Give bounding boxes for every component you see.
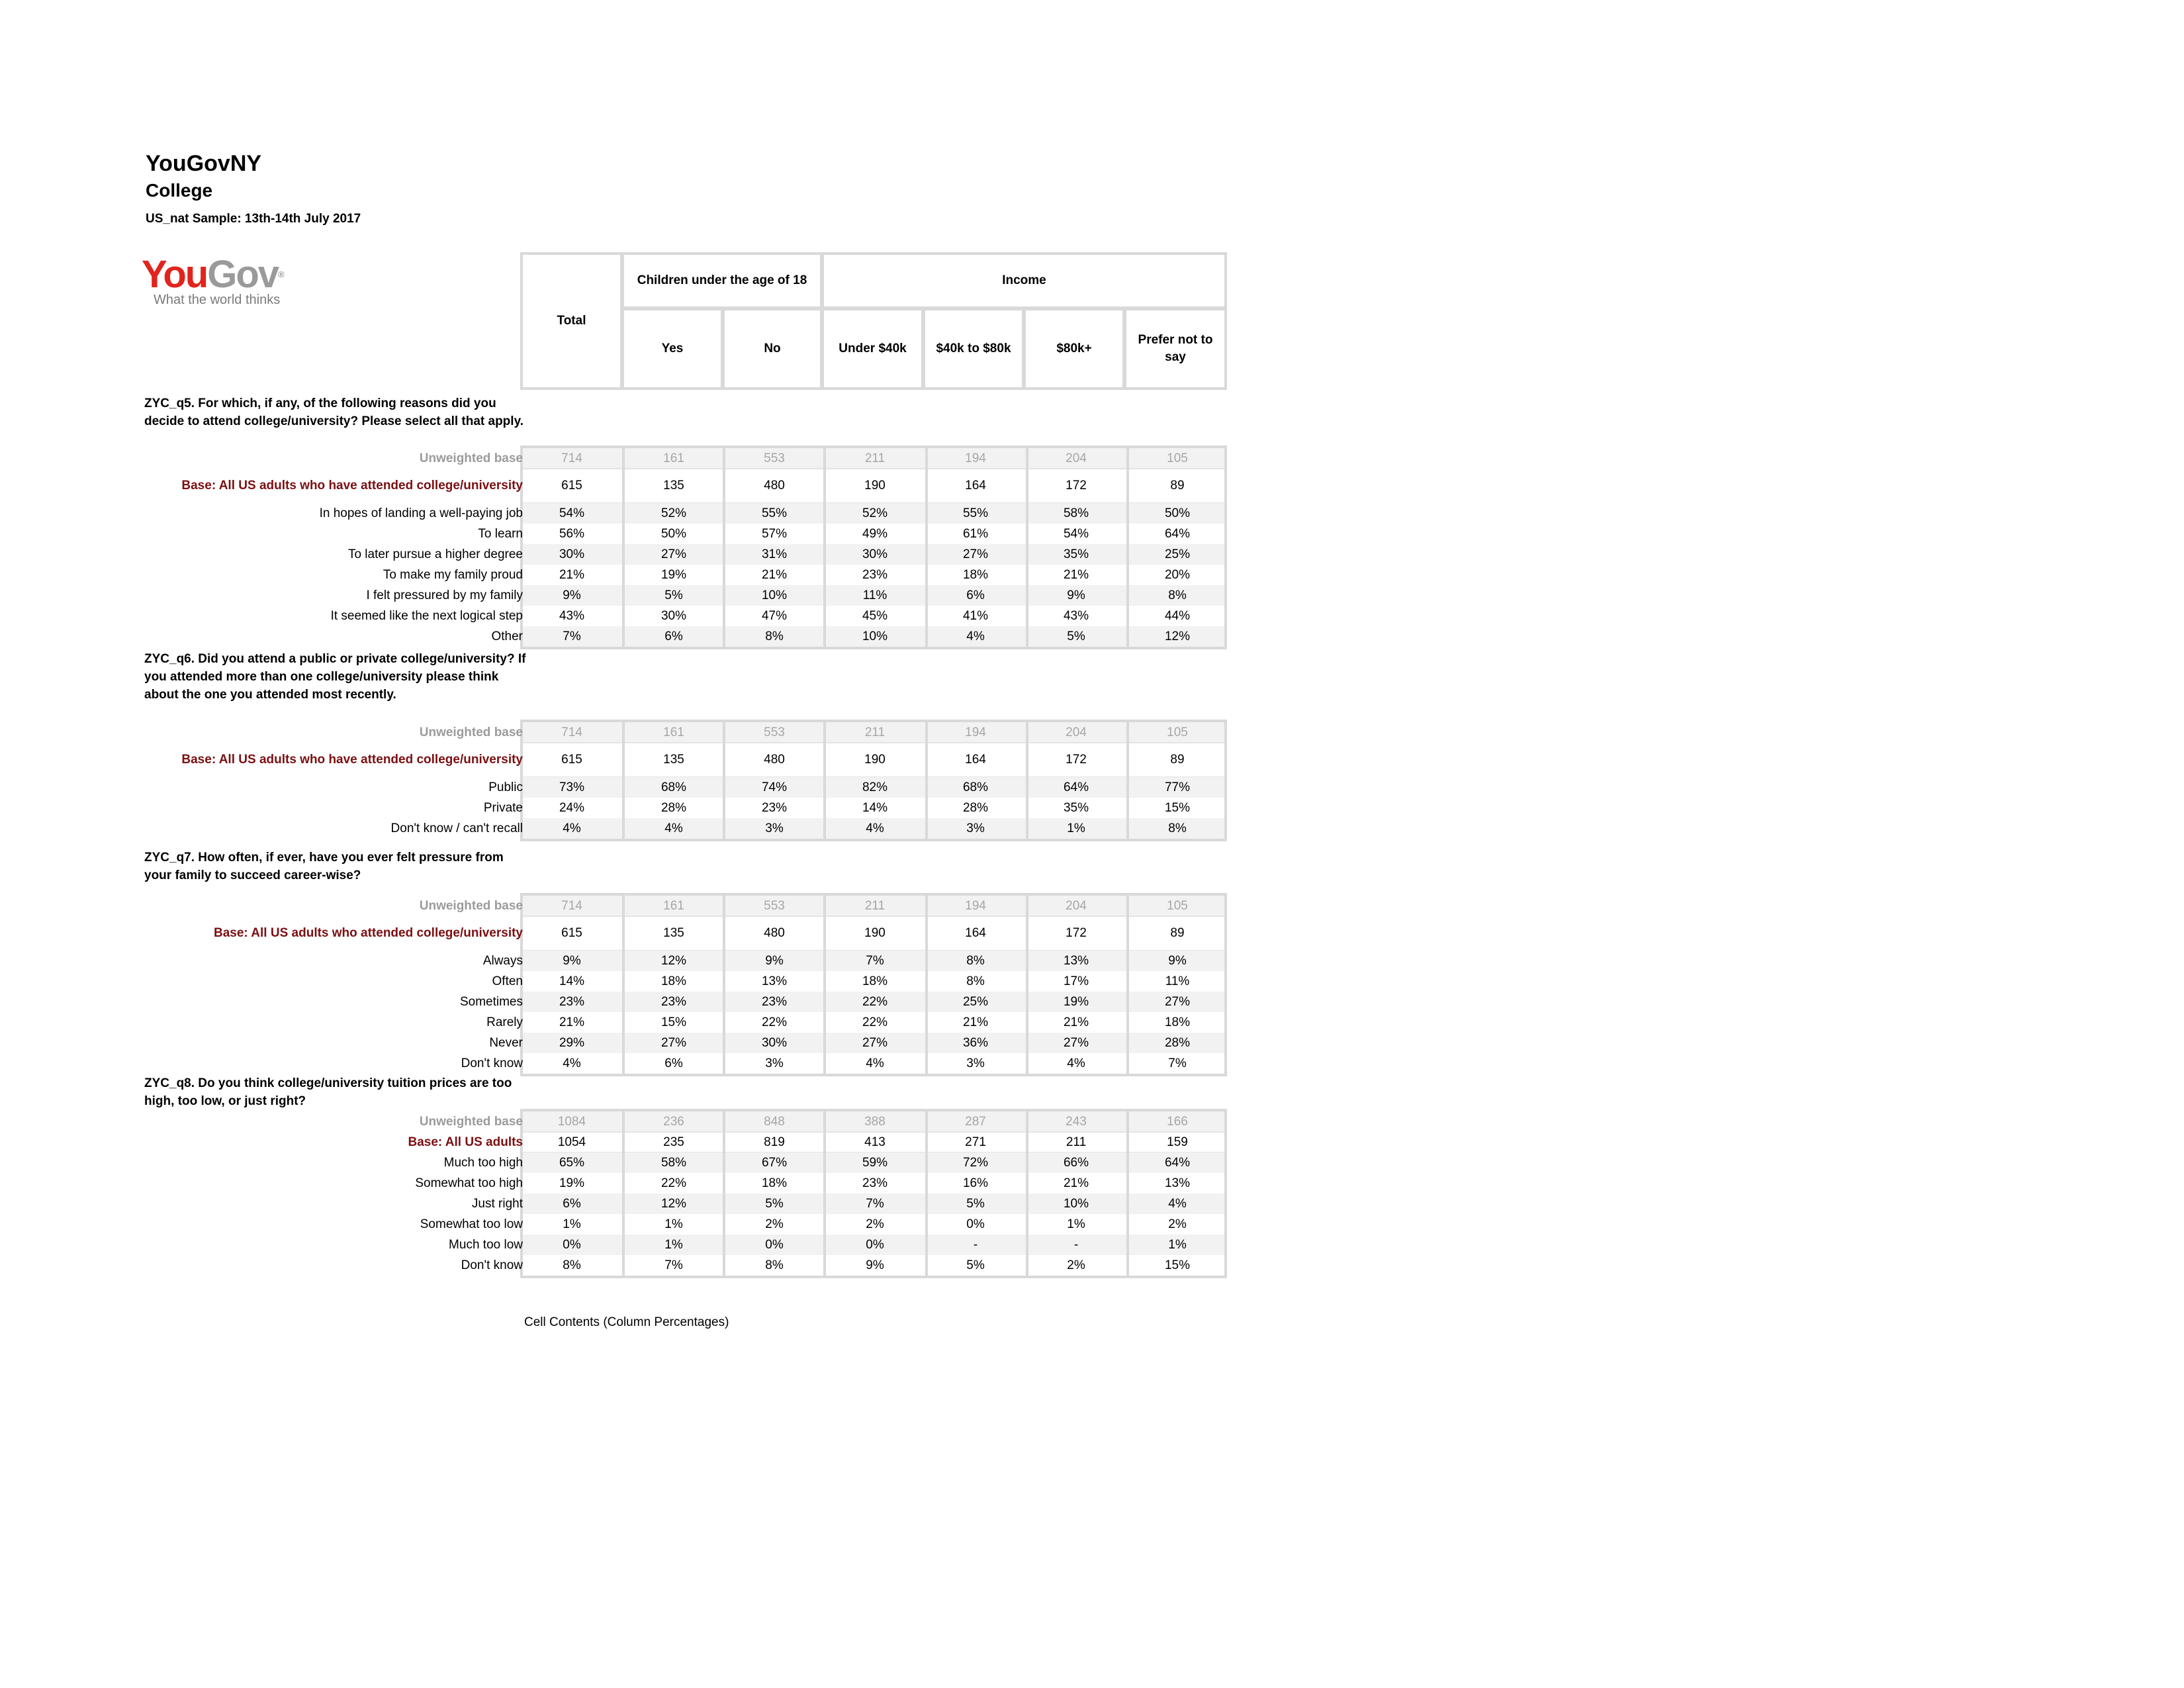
header-under-40k-label: Under $40k [839,342,907,355]
cell-value: 204 [1066,898,1087,913]
cell-value: 12% [1164,629,1191,643]
row-label: Don't know [461,1258,523,1272]
row-label: Often [492,974,523,988]
cell-value: 58% [660,1155,687,1170]
cell-value: 190 [864,926,886,940]
cell-value: 27% [660,547,687,561]
cell-value: 10% [761,588,788,602]
yougov-logo [142,253,283,308]
cell-value: 89 [1170,479,1185,492]
cell-value: 105 [1167,725,1188,739]
header-yes [621,308,723,390]
cell-value: 161 [663,725,684,739]
cell-value: 15% [1164,800,1191,815]
cell-value: 68% [962,780,989,794]
cell-value: 18% [1164,1015,1191,1029]
cell-value: 41% [962,608,989,623]
cell-value: 9% [563,588,581,602]
column-divider [622,722,625,839]
header-group-income [821,252,1227,309]
cell-value: 22% [761,1015,788,1029]
row-label: Somewhat too low [420,1217,523,1231]
cell-value: 50% [1164,506,1191,520]
cell-value: 13% [1164,1176,1191,1190]
row-label: Base: All US adults who have attended college/university [181,753,523,767]
cell-value: 27% [962,547,989,561]
cell-value: 36% [962,1035,989,1050]
cell-value: 64% [1164,526,1191,541]
cell-value: 3% [966,1056,985,1070]
column-divider [1026,448,1028,647]
crosstab-block [520,720,1227,841]
column-divider [1026,896,1028,1074]
cell-value: 28% [1164,1035,1191,1050]
column-divider [1026,1111,1028,1276]
cell-value: 5% [966,1196,985,1211]
column-divider [1126,1111,1129,1276]
row-label: Other [491,629,523,643]
cell-value: 161 [663,898,684,913]
cell-value: 211 [864,725,886,739]
cell-value: 7% [664,1258,683,1272]
question-text: ZYC_q6. Did you attend a public or private college/university? If you attended more than one college/university please think about the one you attended most recently. [144,652,526,702]
cell-value: 25% [962,994,989,1009]
cell-value: 388 [864,1114,886,1129]
column-divider [823,1111,826,1276]
cell-value: 66% [1063,1155,1089,1170]
cell-value: 211 [1066,1135,1087,1149]
cell-value: 480 [764,926,785,940]
cell-value: 21% [1063,567,1089,582]
cell-value: 0% [866,1237,884,1252]
cell-value: 3% [765,821,784,835]
row-label: Just right [471,1196,523,1211]
row-label: Sometimes [459,994,523,1009]
cell-value: 480 [764,479,785,492]
column-divider [723,722,725,839]
sample-info: US_nat Sample: 13th-14th July 2017 [146,212,361,226]
column-divider [723,448,725,647]
cell-value: 59% [862,1155,888,1170]
row-label: Base: All US adults who attended college/university [213,926,523,940]
cell-value: 23% [559,994,585,1009]
cell-value: 72% [962,1155,989,1170]
column-divider [925,1111,928,1276]
column-divider [723,1111,725,1276]
page-title: YouGovNY [146,151,262,176]
cell-value: 6% [664,1056,683,1070]
cell-value: 23% [862,1176,888,1190]
row-label: It seemed like the next logical step [330,608,523,623]
cell-value: 0% [966,1217,985,1231]
cell-value: 8% [563,1258,581,1272]
cell-value: 16% [962,1176,989,1190]
cell-value: 194 [965,725,986,739]
logo-you: You [142,253,208,296]
cell-value: 21% [761,567,788,582]
cell-value: 2% [1067,1258,1085,1272]
cell-value: 9% [563,953,581,968]
cell-value: 714 [561,898,582,913]
cell-value: 6% [966,588,985,602]
cell-value: 55% [962,506,989,520]
cell-value: 161 [663,451,684,465]
header-prefer-not-to-say [1124,308,1227,390]
cell-value: 819 [764,1135,785,1149]
column-divider [823,722,826,839]
cell-value: 64% [1164,1155,1191,1170]
cell-value: 287 [965,1114,986,1129]
column-divider [1126,448,1129,647]
row-label: Rarely [486,1015,523,1029]
cell-value: 10% [1063,1196,1089,1211]
cell-value: 8% [765,629,784,643]
row-label: Base: All US adults who have attended college/university [181,479,523,492]
column-divider [925,448,928,647]
column-divider [925,722,928,839]
cell-value: 4% [866,821,884,835]
header-40k-to-80k-label: $40k to $80k [936,342,1011,355]
cell-value: 5% [966,1258,985,1272]
cell-value: 4% [563,1056,581,1070]
cell-value: 204 [1066,451,1087,465]
cell-value: 553 [764,725,785,739]
cell-value: 164 [965,479,986,492]
cell-value: 74% [761,780,788,794]
cell-value: 55% [761,506,788,520]
cell-value: 30% [862,547,888,561]
cell-value: 1% [664,1237,683,1252]
cell-value: 9% [765,953,784,968]
column-divider [1126,722,1129,839]
row-label: Much too low [449,1237,523,1252]
cell-value: - [1073,1237,1079,1252]
crosstab-block [520,893,1227,1076]
cell-value: 43% [559,608,585,623]
header-prefer-not-to-say-label: Prefer not to say [1138,333,1213,364]
cell-value: 0% [563,1237,581,1252]
logo-tagline: What the world thinks [154,293,281,307]
cell-value: 135 [663,753,684,767]
cell-value: 7% [866,953,884,968]
cell-value: 54% [1063,526,1089,541]
page-subtitle: College [146,180,213,201]
cell-value: 1% [664,1217,683,1231]
cell-value: 204 [1066,725,1087,739]
cell-value: 2% [866,1217,884,1231]
cell-value: 23% [761,800,788,815]
cell-value: 105 [1167,898,1188,913]
cell-value: 190 [864,479,886,492]
cell-value: 18% [962,567,989,582]
row-label: Unweighted base [419,451,523,465]
cell-value: 18% [761,1176,788,1190]
column-divider [622,896,625,1074]
cell-value: 1% [1067,1217,1085,1231]
header-80k-plus-label: $80k+ [1056,342,1092,355]
row-label: Base: All US adults [408,1135,523,1149]
row-label: Don't know [461,1056,523,1070]
row-label: Unweighted base [419,1114,523,1129]
cell-value: 164 [965,753,986,767]
cell-value: 413 [864,1135,886,1149]
cell-value: 1% [1067,821,1085,835]
header-yes-label: Yes [661,342,684,355]
cell-value: 105 [1167,451,1188,465]
cell-value: 47% [761,608,788,623]
cell-value: 3% [765,1056,784,1070]
row-label: I felt pressured by my family [366,588,523,602]
cell-value: 18% [862,974,888,988]
cell-value: 30% [559,547,585,561]
cell-value: 2% [765,1217,784,1231]
cell-value: 54% [559,506,585,520]
cell-value: 4% [1067,1056,1085,1070]
cell-value: 615 [561,753,582,767]
cell-value: 9% [1067,588,1085,602]
cell-value: 271 [965,1135,986,1149]
header-no [722,308,823,390]
row-label: Unweighted base [419,898,523,913]
row-label: Somewhat too high [415,1176,523,1190]
cell-value: 1084 [557,1114,586,1129]
cell-value: 553 [764,898,785,913]
cell-value: 8% [966,953,985,968]
cell-value: 15% [1164,1258,1191,1272]
cell-value: 9% [866,1258,884,1272]
question-text: ZYC_q5. For which, if any, of the following reasons did you decide to attend college/university? Please select all that apply. [144,397,524,428]
cell-value: 29% [559,1035,585,1050]
cell-value: 4% [563,821,581,835]
cell-value: 4% [1168,1196,1187,1211]
cell-value: 5% [1067,629,1085,643]
question-text: ZYC_q8. Do you think college/university tuition prices are too high, too low, or just right? [144,1076,512,1108]
cell-value: 194 [965,898,986,913]
cell-value: 23% [660,994,687,1009]
cell-value: 8% [966,974,985,988]
cell-value: 135 [663,479,684,492]
cell-value: 61% [962,526,989,541]
cell-value: 243 [1066,1114,1087,1129]
cell-value: 28% [962,800,989,815]
cell-value: 211 [864,898,886,913]
cell-value: 27% [1063,1035,1089,1050]
cell-value: 164 [965,926,986,940]
cell-value: 13% [1063,953,1089,968]
cell-value: 31% [761,547,788,561]
crosstab-block [520,1109,1227,1278]
header-under-40k [821,308,924,390]
cell-value: 2% [1168,1217,1187,1231]
cell-value: 8% [1168,821,1187,835]
cell-value: 1% [1168,1237,1187,1252]
cell-value: 27% [660,1035,687,1050]
cell-value: 21% [962,1015,989,1029]
cell-value: 1054 [557,1135,586,1149]
logo-registered: ® [278,269,283,279]
cell-value: 57% [761,526,788,541]
cell-value: 236 [663,1114,684,1129]
column-divider [1026,722,1028,839]
cell-value: 22% [660,1176,687,1190]
cell-value: 194 [965,451,986,465]
cell-value: 14% [862,800,888,815]
cell-value: 7% [563,629,581,643]
cell-value: 23% [862,567,888,582]
cell-value: 35% [1063,800,1089,815]
cell-value: 58% [1063,506,1089,520]
cell-value: 172 [1066,753,1087,767]
cell-value: - [973,1237,978,1252]
cell-value: 5% [664,588,683,602]
cell-value: 166 [1167,1114,1188,1129]
cell-value: 13% [761,974,788,988]
cell-value: 77% [1164,780,1191,794]
row-label: Much too high [443,1155,523,1170]
cell-value: 9% [1168,953,1187,968]
header-group-income-label: Income [1002,273,1046,287]
cell-value: 30% [660,608,687,623]
cell-value: 4% [866,1056,884,1070]
cell-value: 135 [663,926,684,940]
cell-value: 21% [559,1015,585,1029]
cell-value: 21% [559,567,585,582]
cell-value: 21% [1063,1176,1089,1190]
cell-value: 12% [660,1196,687,1211]
cell-value: 56% [559,526,585,541]
cell-value: 11% [862,588,887,602]
cell-value: 50% [660,526,687,541]
header-total-label: Total [557,314,586,328]
cell-value: 20% [1164,567,1191,582]
cell-value: 235 [663,1135,684,1149]
cell-value: 22% [862,1015,888,1029]
cell-contents-note: Cell Contents (Column Percentages) [524,1315,729,1329]
cell-value: 23% [761,994,788,1009]
cell-value: 553 [764,451,785,465]
cell-value: 19% [1063,994,1089,1009]
cell-value: 15% [660,1015,687,1029]
cell-value: 19% [559,1176,585,1190]
column-divider [622,1111,625,1276]
column-divider [723,896,725,1074]
cell-value: 159 [1167,1135,1188,1149]
header-total [520,252,623,390]
cell-value: 848 [764,1114,785,1129]
cell-value: 172 [1066,479,1087,492]
cell-value: 89 [1170,753,1185,767]
cell-value: 0% [765,1237,784,1252]
cell-value: 52% [660,506,687,520]
cell-value: 14% [559,974,585,988]
cell-value: 43% [1063,608,1089,623]
cell-value: 27% [1164,994,1191,1009]
cell-value: 7% [1168,1056,1187,1070]
cell-value: 190 [864,753,886,767]
cell-value: 5% [765,1196,784,1211]
cell-value: 25% [1164,547,1191,561]
cell-value: 27% [862,1035,888,1050]
row-label: Never [489,1035,523,1050]
header-group-children [621,252,823,309]
row-label: To make my family proud [383,567,523,582]
column-divider [823,896,826,1074]
cell-value: 64% [1063,780,1089,794]
cell-value: 714 [561,451,582,465]
cell-value: 7% [866,1196,884,1211]
cell-value: 18% [660,974,687,988]
cell-value: 4% [966,629,985,643]
cell-value: 17% [1063,974,1089,988]
cell-value: 615 [561,479,582,492]
column-divider [1126,896,1129,1074]
column-divider [823,448,826,647]
header-40k-to-80k [923,308,1024,390]
cell-value: 4% [664,821,683,835]
header-80k-plus [1023,308,1125,390]
cell-value: 89 [1170,926,1185,940]
crosstab-block [520,445,1227,649]
cell-value: 172 [1066,926,1087,940]
cell-value: 35% [1063,547,1089,561]
cell-value: 68% [660,780,687,794]
cell-value: 3% [966,821,985,835]
cell-value: 211 [864,451,886,465]
cell-value: 6% [563,1196,581,1211]
cell-value: 73% [559,780,585,794]
row-label: Public [488,780,523,794]
row-label: Private [483,800,523,815]
cell-value: 714 [561,725,582,739]
cell-value: 8% [1168,588,1187,602]
cell-value: 67% [761,1155,788,1170]
row-label: In hopes of landing a well-paying job [319,506,523,520]
column-divider [622,448,625,647]
cell-value: 12% [660,953,687,968]
cell-value: 6% [664,629,683,643]
cell-value: 21% [1063,1015,1089,1029]
cell-value: 11% [1165,974,1190,988]
column-divider [925,896,928,1074]
cell-value: 45% [862,608,888,623]
row-label: Don't know / can't recall [390,821,523,835]
header-group-children-label: Children under the age of 18 [637,273,807,287]
row-label: Unweighted base [419,725,523,739]
row-label: To later pursue a higher degree [347,547,523,561]
cell-value: 1% [563,1217,581,1231]
row-label: Always [482,953,523,968]
cell-value: 8% [765,1258,784,1272]
row-label: To learn [478,526,523,541]
cell-value: 52% [862,506,888,520]
cell-value: 19% [660,567,687,582]
cell-value: 480 [764,753,785,767]
cell-value: 30% [761,1035,788,1050]
logo-gov: Gov [207,253,279,296]
cell-value: 615 [561,926,582,940]
cell-value: 65% [559,1155,585,1170]
question-text: ZYC_q7. How often, if ever, have you ever felt pressure from your family to succeed career-wise? [144,851,504,882]
cell-value: 82% [862,780,888,794]
cell-value: 49% [862,526,888,541]
cell-value: 24% [559,800,585,815]
cell-value: 22% [862,994,888,1009]
cell-value: 44% [1164,608,1191,623]
header-no-label: No [764,342,781,355]
cell-value: 10% [862,629,888,643]
cell-value: 28% [660,800,687,815]
